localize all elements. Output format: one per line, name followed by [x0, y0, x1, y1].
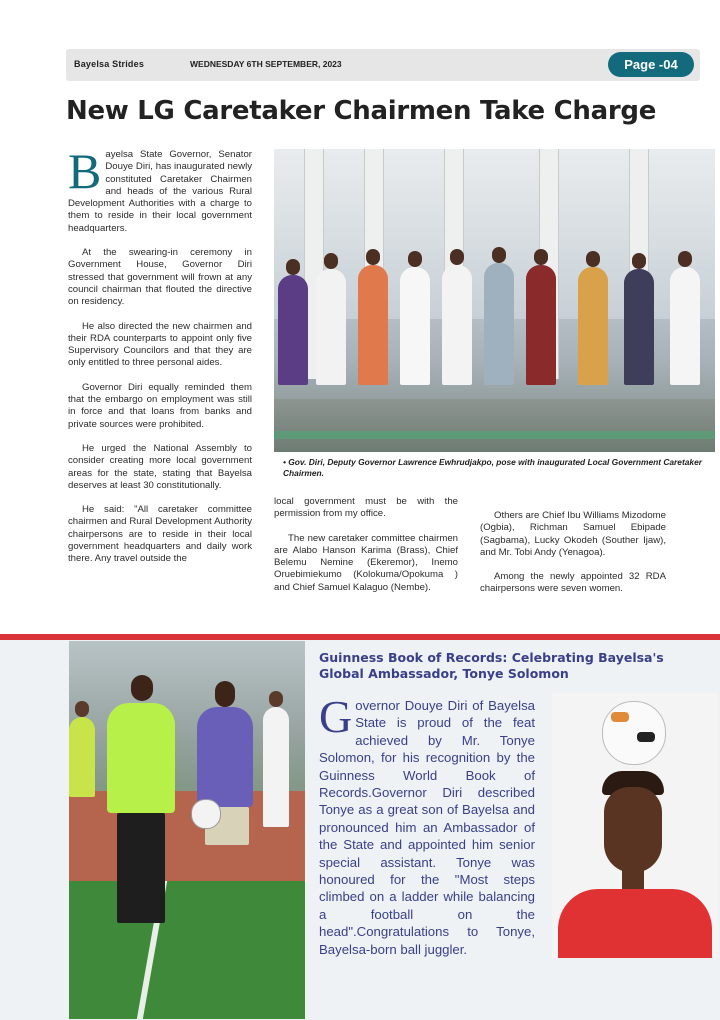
paragraph: local government must be with the permission from my office. [274, 496, 458, 520]
page-headline: New LG Caretaker Chairmen Take Charge [66, 96, 657, 126]
publication-name: Bayelsa Strides [74, 59, 145, 69]
paragraph: Governor Diri equally reminded them that the embargo on employment was still in force and that loans from banks and private sources were prohibited. [68, 381, 252, 430]
paragraph: Among the newly appointed 32 RDA chairpersons were seven women. [480, 571, 666, 595]
feature-headline: Guinness Book of Records: Celebrating Bayelsa's Global Ambassador, Tonye Solomon [319, 650, 664, 681]
paragraph: He urged the National Assembly to consider creating more local government areas for the state, stating that Bayelsa deserves at least 30 constitutionally. [68, 442, 252, 491]
group-photo-chairmen [274, 149, 715, 452]
paragraph: He also directed the new chairmen and their RDA counterparts to appoint only five Supervisory Councilors and that they are only entitled to three personal aides. [68, 320, 252, 369]
paragraph: At the swearing-in ceremony in Government House, Governor Diri stressed that government will frown at any council chairman that flouted the directive on residency. [68, 247, 252, 308]
drop-cap: B [68, 143, 102, 199]
paragraph: Others are Chief Ibu Williams Mizodome (Ogbia), Richman Samuel Ebipade (Sagbama), Lucky Okodeh (Souther Ijaw), and Mr. Tobi Andy (Yenagoa). [480, 510, 666, 558]
portrait-tonye-balancing-ball [552, 693, 718, 958]
feature-body-text: overnor Douye Diri of Bayelsa State is proud of the feat achieved by Mr. Tonye Solomon, for his recognition by the Guinness World Book of Records.Governor Diri described Tonye as a great son of Bayelsa and pronounced him an Ambassador of the State and appointed him senior special assistant. Tonye was honoured for the "Most steps climbed on a ladder while balancing a football on the head".Congratulations to Tonye, Bayelsa-born ball juggler. [319, 698, 535, 957]
article-column-2 [274, 496, 458, 606]
photo-caption: • Gov. Diri, Deputy Governor Lawrence Ewhrudjakpo, pose with inaugurated Local Government Caretaker Chairmen. [283, 457, 702, 478]
masthead-bar [66, 49, 700, 81]
photo-governor-with-tonye [69, 641, 305, 1019]
page-number-badge: Page -04 [608, 52, 694, 77]
paragraph: The new caretaker committee chairmen are Alabo Hanson Karima (Brass), Chief Belemu Nemine (Ekeremor), Inemo Oruebimiekumo (Kolokuma/Opokuma ) and Chief Samuel Kalaguo (Nembe). [274, 532, 458, 593]
feature-body [319, 691, 535, 958]
paragraph: Bayelsa State Governor, Senator Douye Diri, has inaugurated newly constituted Caretaker Chairmen and heads of the various Rural Development Authorities with a charge to them to reside in their local government headquarters. [68, 143, 252, 234]
article-column-1 [68, 143, 252, 578]
football-icon [191, 799, 221, 829]
football-icon [602, 701, 666, 765]
paragraph: He said: "All caretaker committee chairmen and Rural Development Authority chairpersons are to reside in their local government headquarters and daily work there. Any travel outside the [68, 504, 252, 565]
article-column-3 [480, 510, 666, 608]
drop-cap: G [319, 691, 353, 742]
issue-date: WEDNESDAY 6TH SEPTEMBER, 2023 [190, 59, 342, 69]
